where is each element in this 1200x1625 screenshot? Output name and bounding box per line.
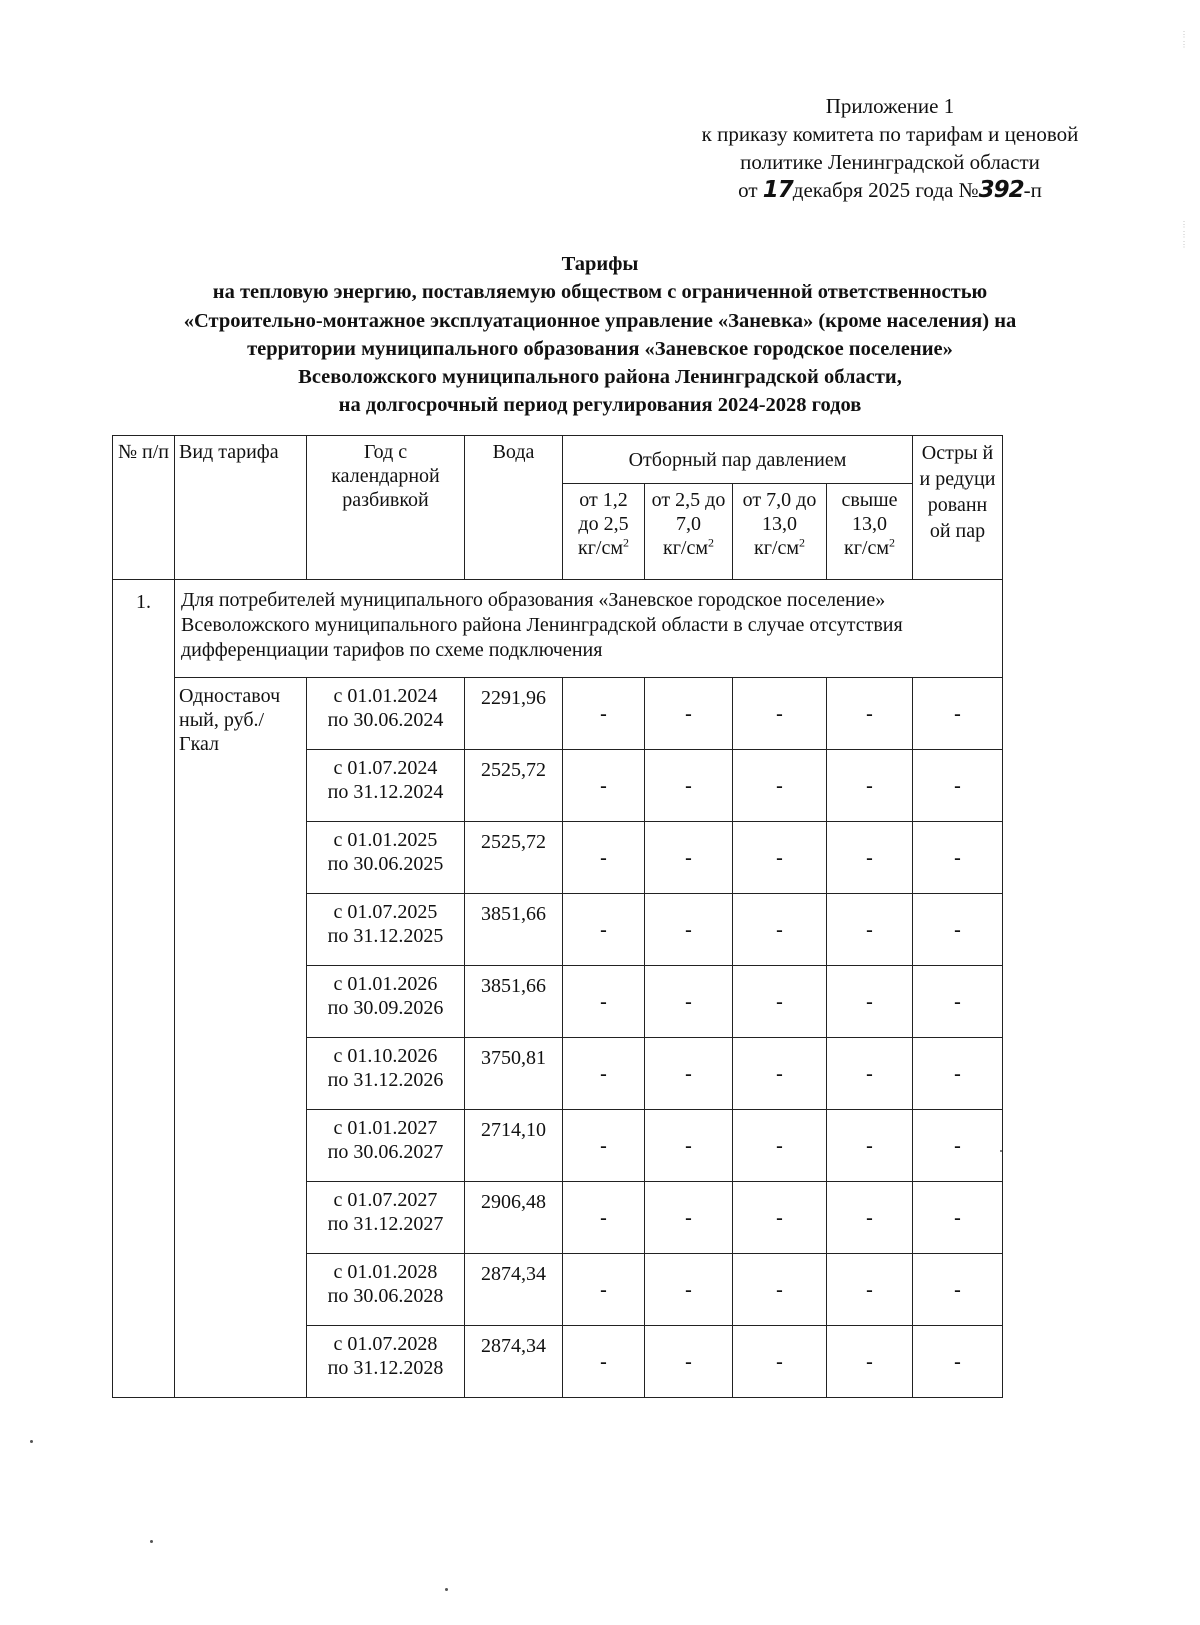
- water-value: 2525,72: [465, 750, 563, 822]
- header-num: № п/п: [113, 436, 175, 580]
- empty-value-cell: -: [645, 822, 733, 894]
- empty-value-cell: -: [645, 678, 733, 750]
- title-line-3: «Строительно-монтажное эксплуатационное управление «Заневка» (кроме населения) на: [183, 309, 1017, 332]
- document-title: [60, 250, 1140, 420]
- period-from: с 01.07.2024: [333, 757, 438, 779]
- steam-3-range: от 7,0 до 13,0: [742, 489, 817, 535]
- empty-value-cell: -: [827, 1038, 913, 1110]
- empty-value-cell: -: [733, 966, 827, 1038]
- empty-value-cell: -: [827, 1326, 913, 1398]
- period-to: по 31.12.2024: [327, 781, 444, 803]
- empty-value-cell: -: [733, 1110, 827, 1182]
- steam-4-range: свыше 13,0: [841, 489, 898, 535]
- scan-speck: [150, 1540, 153, 1543]
- header-row-1: [113, 436, 1003, 484]
- header-sharp-steam: Остры й и редуци рованн ой пар: [913, 436, 1003, 580]
- section-number: 1.: [113, 580, 175, 1398]
- empty-value-cell: -: [733, 1326, 827, 1398]
- appendix-from: от: [738, 178, 758, 202]
- steam-2-range: от 2,5 до 7,0: [651, 489, 726, 535]
- period-cell: [307, 822, 465, 894]
- empty-value-cell: -: [563, 822, 645, 894]
- empty-value-cell: -: [645, 966, 733, 1038]
- scan-speck: [445, 1588, 448, 1591]
- empty-value-cell: -: [913, 822, 1003, 894]
- title-line-5: Всеволожского муниципального района Ленинградской области,: [298, 366, 902, 389]
- appendix-month-year: декабря 2025 года №: [792, 178, 979, 202]
- tariff-table: [112, 435, 1003, 1398]
- appendix-line-3: политике Ленинградской области: [740, 150, 1040, 174]
- empty-value-cell: -: [645, 1182, 733, 1254]
- empty-value-cell: -: [645, 894, 733, 966]
- water-value: 2714,10: [465, 1110, 563, 1182]
- scan-edge-noise: ⋮ ⋮ ⋮: [1180, 220, 1188, 249]
- empty-value-cell: -: [827, 1110, 913, 1182]
- title-line-2: на тепловую энергию, поставляемую обществом с ограниченной ответственностью: [212, 281, 988, 304]
- period-to: по 31.12.2028: [327, 1357, 444, 1379]
- empty-value-cell: -: [733, 894, 827, 966]
- empty-value-cell: -: [733, 1182, 827, 1254]
- empty-value-cell: -: [913, 1326, 1003, 1398]
- empty-value-cell: -: [563, 1110, 645, 1182]
- steam-3-unit: кг/см: [753, 537, 799, 559]
- empty-value-cell: -: [645, 1038, 733, 1110]
- title-line-4: территории муниципального образования «Заневское городское поселение»: [247, 337, 953, 360]
- appendix-line-1: Приложение 1: [825, 94, 955, 118]
- empty-value-cell: -: [913, 1182, 1003, 1254]
- section-description: Для потребителей муниципального образования «Заневское городское поселение» Всеволожского муниципального района Ленинградской области в случае отсутствия дифференциации тарифов по схеме подключения: [175, 580, 1003, 678]
- empty-value-cell: -: [827, 894, 913, 966]
- empty-value-cell: -: [827, 966, 913, 1038]
- empty-value-cell: -: [563, 750, 645, 822]
- empty-value-cell: -: [827, 1182, 913, 1254]
- steam-2-unit: кг/см: [662, 537, 708, 559]
- header-year: Год с календарной разбивкой: [307, 436, 465, 580]
- empty-value-cell: -: [563, 678, 645, 750]
- header-steam-2: [645, 484, 733, 580]
- period-from: с 01.01.2027: [333, 1117, 438, 1139]
- period-cell: [307, 1110, 465, 1182]
- header-water: Вода: [465, 436, 563, 580]
- empty-value-cell: -: [913, 678, 1003, 750]
- empty-value-cell: -: [913, 1254, 1003, 1326]
- period-from: с 01.01.2025: [333, 829, 438, 851]
- empty-value-cell: -: [645, 1326, 733, 1398]
- empty-value-cell: -: [645, 1110, 733, 1182]
- empty-value-cell: -: [563, 1182, 645, 1254]
- steam-4-unit: кг/см: [843, 537, 889, 559]
- appendix-line-2: к приказу комитета по тарифам и ценовой: [701, 122, 1079, 146]
- empty-value-cell: -: [563, 1326, 645, 1398]
- empty-value-cell: -: [827, 750, 913, 822]
- period-from: с 01.10.2026: [333, 1045, 438, 1067]
- period-to: по 30.06.2028: [327, 1285, 444, 1307]
- scan-speck: [1000, 1150, 1002, 1152]
- period-to: по 30.06.2024: [327, 709, 444, 731]
- period-cell: [307, 966, 465, 1038]
- tariff-type-cell: Одноставоч ный, руб./Гкал: [175, 678, 307, 1398]
- period-to: по 30.09.2026: [327, 997, 444, 1019]
- empty-value-cell: -: [645, 1254, 733, 1326]
- period-to: по 31.12.2027: [327, 1213, 444, 1235]
- period-cell: [307, 678, 465, 750]
- empty-value-cell: -: [733, 1038, 827, 1110]
- empty-value-cell: -: [645, 750, 733, 822]
- period-to: по 30.06.2027: [327, 1141, 444, 1163]
- empty-value-cell: -: [733, 822, 827, 894]
- empty-value-cell: -: [563, 1254, 645, 1326]
- scan-edge-noise: ⋮ ⋮: [1180, 30, 1188, 49]
- title-line-1: Тарифы: [561, 253, 639, 275]
- empty-value-cell: -: [733, 1254, 827, 1326]
- empty-value-cell: -: [913, 966, 1003, 1038]
- empty-value-cell: -: [827, 1254, 913, 1326]
- period-from: с 01.07.2025: [333, 901, 438, 923]
- water-value: 2906,48: [465, 1182, 563, 1254]
- empty-value-cell: -: [913, 1110, 1003, 1182]
- period-from: с 01.07.2028: [333, 1333, 438, 1355]
- empty-value-cell: -: [733, 750, 827, 822]
- empty-value-cell: -: [563, 966, 645, 1038]
- period-cell: [307, 1038, 465, 1110]
- period-cell: [307, 750, 465, 822]
- handwritten-order-number: 392: [978, 177, 1024, 203]
- empty-value-cell: -: [733, 678, 827, 750]
- empty-value-cell: -: [913, 750, 1003, 822]
- period-from: с 01.01.2028: [333, 1261, 438, 1283]
- header-steam-3: [733, 484, 827, 580]
- steam-1-unit: кг/см: [577, 537, 623, 559]
- steam-1-range: от 1,2 до 2,5: [578, 489, 629, 535]
- appendix-block: [640, 92, 1140, 204]
- appendix-suffix: -п: [1023, 178, 1042, 202]
- empty-value-cell: -: [827, 678, 913, 750]
- water-value: 3851,66: [465, 894, 563, 966]
- period-from: с 01.07.2027: [333, 1189, 438, 1211]
- water-value: 3851,66: [465, 966, 563, 1038]
- empty-value-cell: -: [563, 894, 645, 966]
- header-steam-1: [563, 484, 645, 580]
- period-cell: [307, 1254, 465, 1326]
- period-to: по 30.06.2025: [327, 853, 444, 875]
- header-steam-4: [827, 484, 913, 580]
- steam-1-unit-sup: 2: [623, 535, 629, 550]
- handwritten-day: 17: [762, 177, 793, 203]
- period-cell: [307, 1326, 465, 1398]
- water-value: 2874,34: [465, 1326, 563, 1398]
- steam-3-unit-sup: 2: [799, 535, 805, 550]
- period-from: с 01.01.2026: [333, 973, 438, 995]
- empty-value-cell: -: [827, 822, 913, 894]
- period-cell: [307, 894, 465, 966]
- scan-speck: [30, 1440, 33, 1443]
- header-steam-group: Отборный пар давлением: [563, 436, 913, 484]
- water-value: 3750,81: [465, 1038, 563, 1110]
- period-to: по 31.12.2026: [327, 1069, 444, 1091]
- water-value: 2874,34: [465, 1254, 563, 1326]
- period-from: с 01.01.2024: [333, 685, 438, 707]
- empty-value-cell: -: [913, 894, 1003, 966]
- empty-value-cell: -: [913, 1038, 1003, 1110]
- title-line-6: на долгосрочный период регулирования 2024-2028 годов: [338, 394, 862, 417]
- water-value: 2291,96: [465, 678, 563, 750]
- tariff-row: [113, 678, 1003, 750]
- steam-4-unit-sup: 2: [889, 535, 895, 550]
- header-tariff-type: Вид тарифа: [175, 436, 307, 580]
- period-to: по 31.12.2025: [327, 925, 444, 947]
- empty-value-cell: -: [563, 1038, 645, 1110]
- appendix-date-line: [640, 176, 1140, 204]
- steam-2-unit-sup: 2: [708, 535, 714, 550]
- water-value: 2525,72: [465, 822, 563, 894]
- section-row: [113, 580, 1003, 678]
- period-cell: [307, 1182, 465, 1254]
